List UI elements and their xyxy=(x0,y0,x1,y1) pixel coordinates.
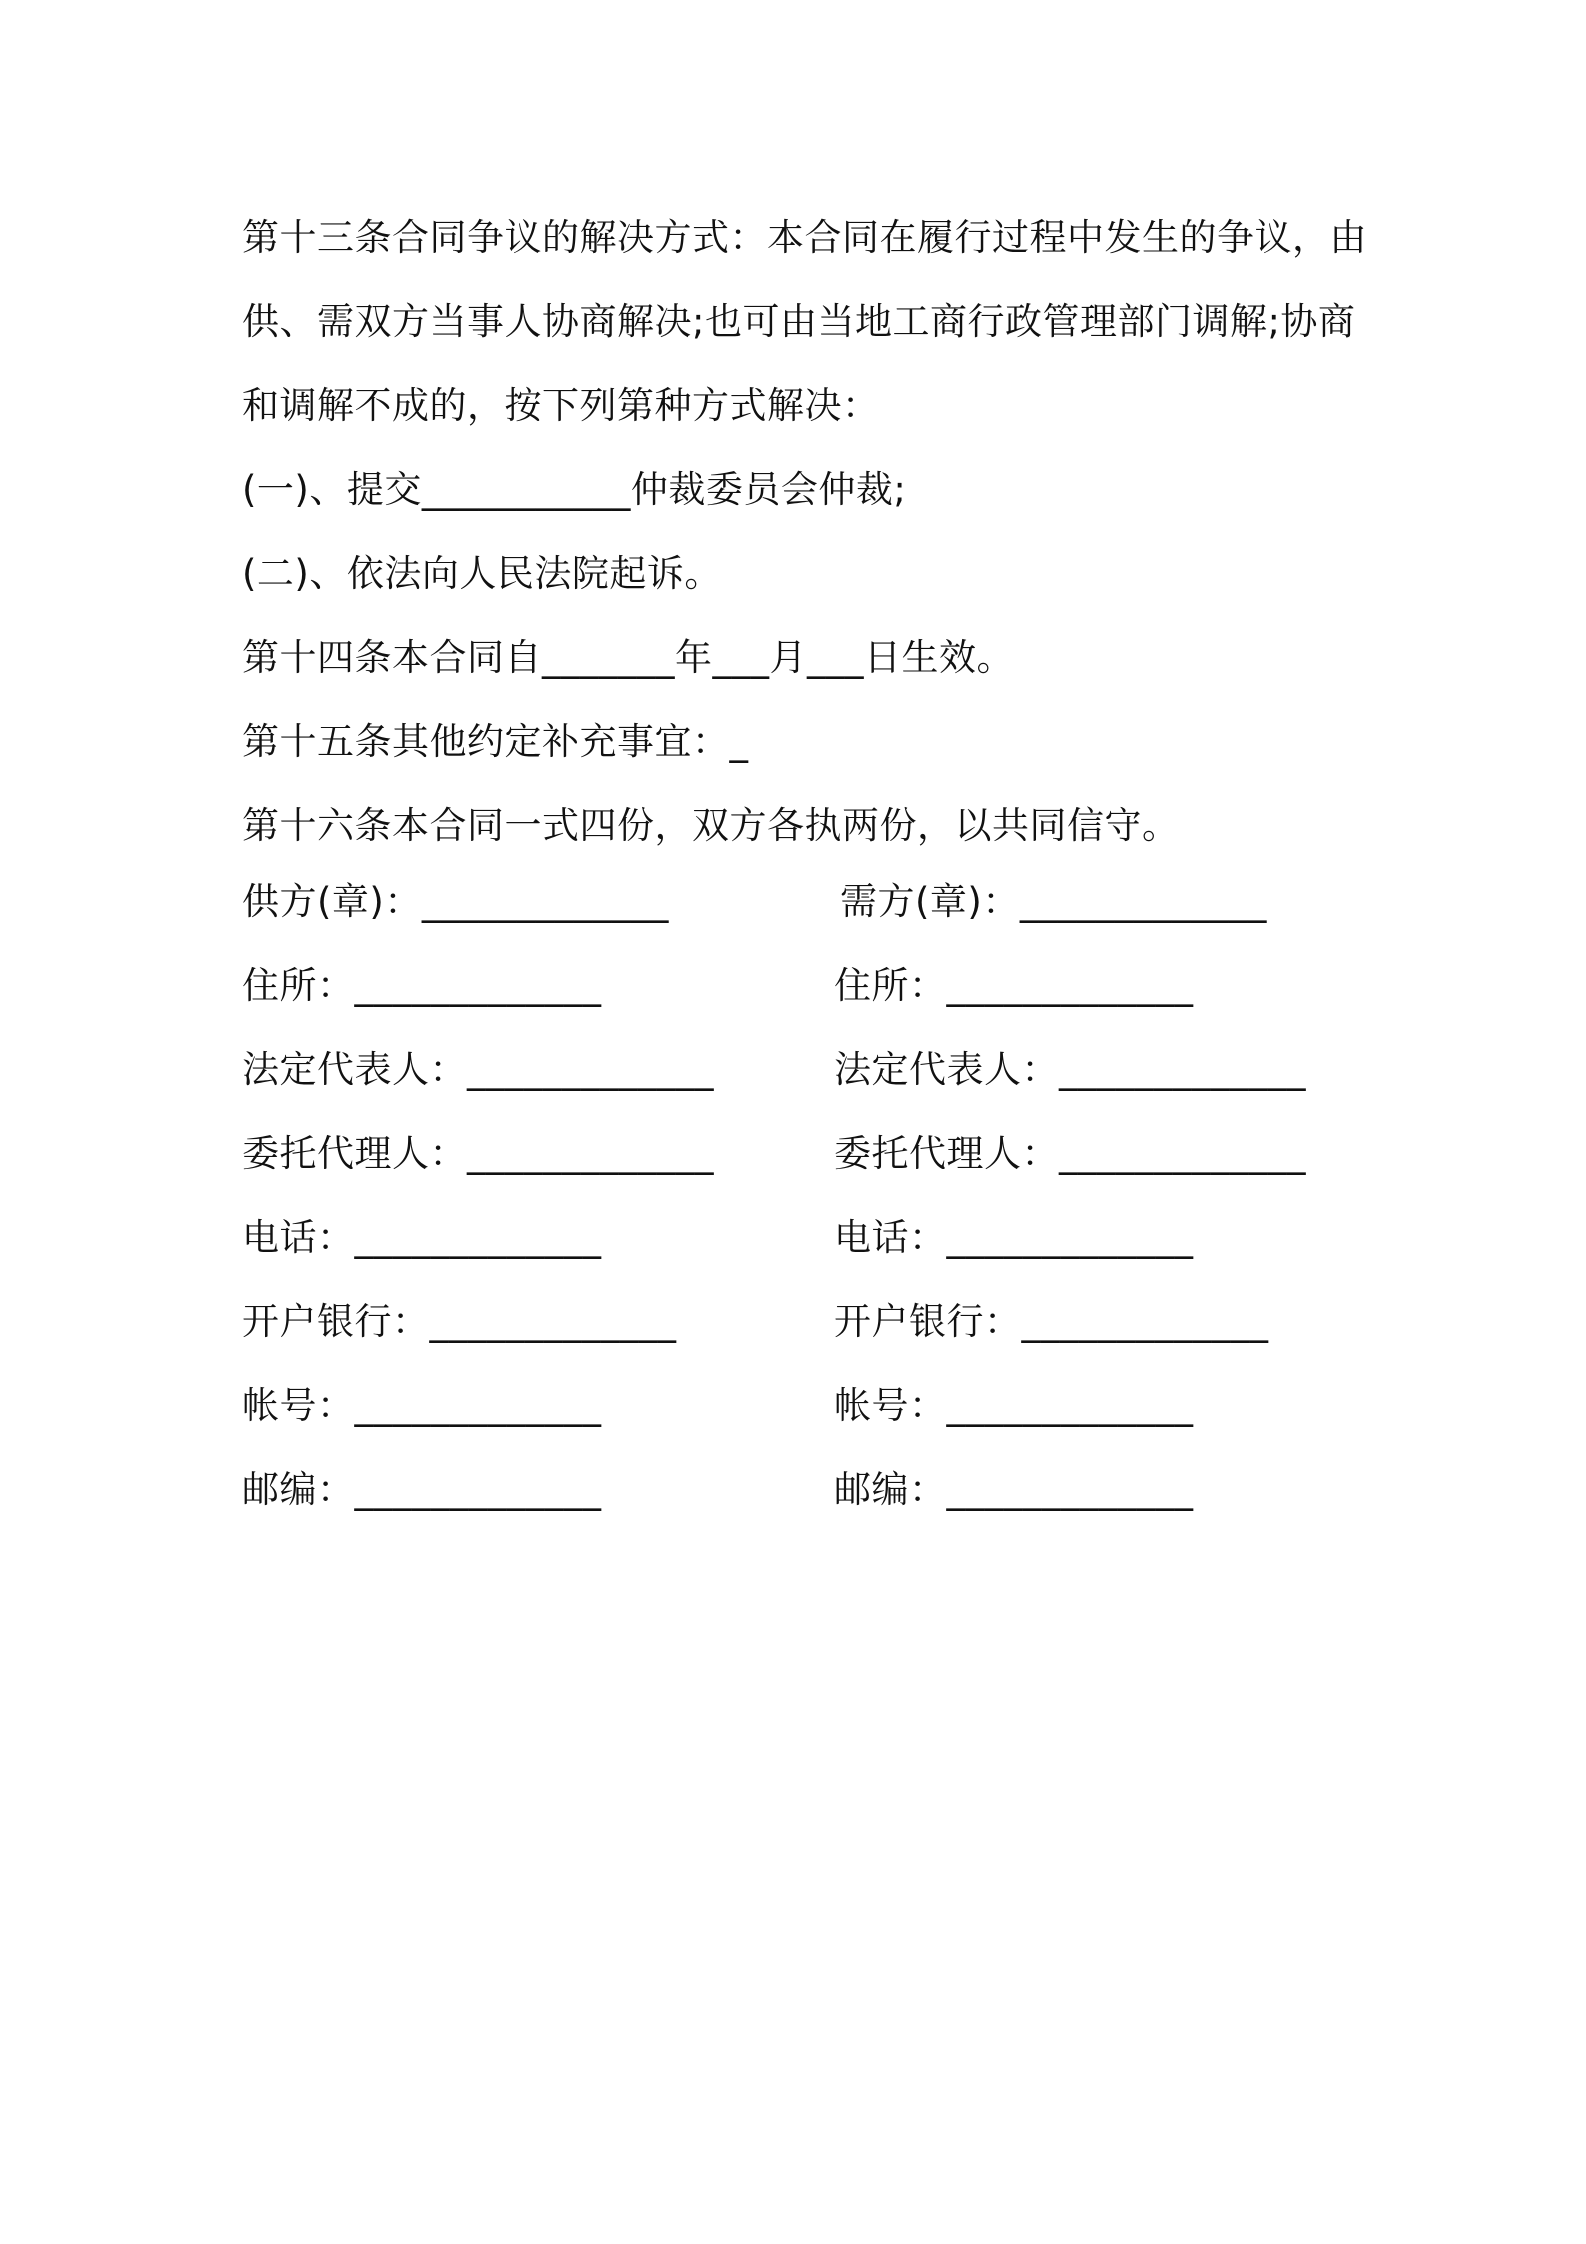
signature-row-phone xyxy=(242,1196,1362,1280)
signature-row-account xyxy=(242,1364,1362,1448)
signature-row-bank xyxy=(242,1280,1362,1364)
signature-row-legal-rep xyxy=(242,1028,1362,1112)
supplier-seal-field: 供方(章)：_____________ xyxy=(242,880,669,923)
arbitration-option-2: (二)、依法向人民法院起诉。 xyxy=(242,552,722,595)
supplier-phone-field: 电话：_____________ xyxy=(242,1216,602,1259)
supplier-legal-rep-field: 法定代表人：_____________ xyxy=(242,1048,714,1091)
clause-14: 第十四条本合同自_______年___月___日生效。 xyxy=(242,636,1014,679)
supplier-postcode-field: 邮编：_____________ xyxy=(242,1468,602,1511)
signature-row-seal xyxy=(242,860,1362,944)
clause-16: 第十六条本合同一式四份，双方各执两份，以共同信守。 xyxy=(242,804,1180,847)
buyer-phone-field: 电话：_____________ xyxy=(834,1216,1194,1259)
signature-row-address xyxy=(242,944,1362,1028)
supplier-agent-field: 委托代理人：_____________ xyxy=(242,1132,714,1175)
buyer-bank-field: 开户银行：_____________ xyxy=(834,1300,1269,1343)
signature-block xyxy=(242,860,1362,1532)
buyer-legal-rep-field: 法定代表人：_____________ xyxy=(834,1048,1306,1091)
supplier-bank-field: 开户银行：_____________ xyxy=(242,1300,677,1343)
clause-15: 第十五条其他约定补充事宜：_ xyxy=(242,720,749,763)
clause-13-line-1: 第十三条合同争议的解决方式：本合同在履行过程中发生的争议，由 xyxy=(242,216,1367,259)
arbitration-option-1: (一)、提交___________仲裁委员会仲裁; xyxy=(242,468,907,511)
buyer-postcode-field: 邮编：_____________ xyxy=(834,1468,1194,1511)
buyer-account-field: 帐号：_____________ xyxy=(834,1384,1194,1427)
buyer-address-field: 住所：_____________ xyxy=(834,964,1194,1007)
signature-row-agent xyxy=(242,1112,1362,1196)
signature-row-postcode xyxy=(242,1448,1362,1532)
clause-13-line-2: 供、需双方当事人协商解决;也可由当地工商行政管理部门调解;协商 xyxy=(242,300,1356,343)
clause-13-line-3: 和调解不成的，按下列第种方式解决： xyxy=(242,384,880,427)
buyer-agent-field: 委托代理人：_____________ xyxy=(834,1132,1306,1175)
buyer-seal-field: 需方(章)：_____________ xyxy=(840,880,1267,923)
supplier-address-field: 住所：_____________ xyxy=(242,964,602,1007)
supplier-account-field: 帐号：_____________ xyxy=(242,1384,602,1427)
contract-clauses xyxy=(242,196,1367,868)
